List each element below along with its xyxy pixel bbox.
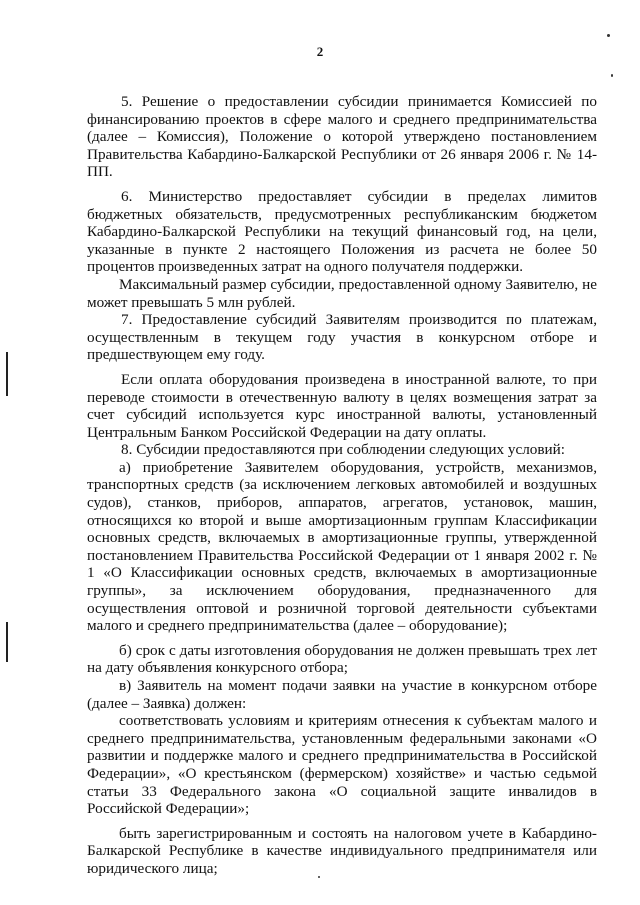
paragraph-7-currency: Если оплата оборудования произведена в иностранной валюте, то при переводе стоимости в отечественную валюту в целях возмещения затрат за счет субсидий используется курс иностранной валюты, установленный Центральным Банком Российской Федерации на дату оплаты. xyxy=(87,370,597,441)
paragraph-7: 7. Предоставление субсидий Заявителям производится по платежам, осуществленным в текущем году участия в конкурсном отборе и предшествующем ему году. xyxy=(87,311,597,364)
scan-speck xyxy=(318,876,320,878)
paragraph-6-max-subsidy: Максимальный размер субсидии, предоставленной одному Заявителю, не может превышать 5 млн рублей. xyxy=(87,275,597,311)
page-number: 2 xyxy=(316,44,324,59)
scan-speck xyxy=(607,34,610,37)
scan-edge-mark xyxy=(6,622,8,662)
scan-speck xyxy=(611,74,613,77)
document-body xyxy=(87,93,597,878)
paragraph-8-item-a: а) приобретение Заявителем оборудования, устройств, механизмов, транспортных средств (за исключением легковых автомобилей и воздушных судов), станков, приборов, аппаратов, агрегатов, установок, машин, относящихся ко второй и выше амортизационным группам Классификации основных средств, включаемых в амортизационные группы, утвержденной постановлением Правительства Российской Федерации от 1 января 2002 г. № 1 «О Классификации основных средств, включаемых в амортизационные группы», за исключением оборудования, предназначенного для осуществления оптовой и розничной торговой деятельности субъектами малого и среднего предпринимательства (далее – оборудование); xyxy=(87,458,597,635)
paragraph-8-item-v-registration: быть зарегистрированным и состоять на налоговом учете в Кабардино-Балкарской Республике в качестве индивидуального предпринимателя или юридического лица; xyxy=(87,824,597,877)
paragraph-6: 6. Министерство предоставляет субсидии в пределах лимитов бюджетных обязательств, предусмотренных республиканским бюджетом Кабардино-Балкарской Республики на текущий финансовый год, на цели, указанные в пункте 2 настоящего Положения из расчета не более 50 процентов произведенных затрат на одного получателя поддержки. xyxy=(87,187,597,276)
paragraph-8-item-v: в) Заявитель на момент подачи заявки на участие в конкурсном отборе (далее – Заявка) должен: xyxy=(87,677,597,712)
paragraph-8: 8. Субсидии предоставляются при соблюдении следующих условий: xyxy=(121,441,566,459)
scan-edge-mark xyxy=(6,352,8,396)
paragraph-8-item-v-criteria: соответствовать условиям и критериям отнесения к субъектам малого и среднего предпринимательства, установленным федеральными законами «О развитии и поддержке малого и среднего предпринимательства в Российской Федерации», «О крестьянском (фермерском) хозяйстве» и частью седьмой статьи 33 Федерального закона «О социальной защите инвалидов в Российской Федерации»; xyxy=(87,712,597,818)
paragraph-8-item-b: б) срок с даты изготовления оборудования не должен превышать трех лет на дату объявления конкурсного отбора; xyxy=(87,641,597,677)
paragraph-5: 5. Решение о предоставлении субсидии принимается Комиссией по финансированию проектов в сфере малого и среднего предпринимательства (далее – Комиссия), Положение о которой утверждено постановлением Правительства Кабардино-Балкарской Республики от 26 января 2006 г. № 14-ПП. xyxy=(87,93,597,181)
